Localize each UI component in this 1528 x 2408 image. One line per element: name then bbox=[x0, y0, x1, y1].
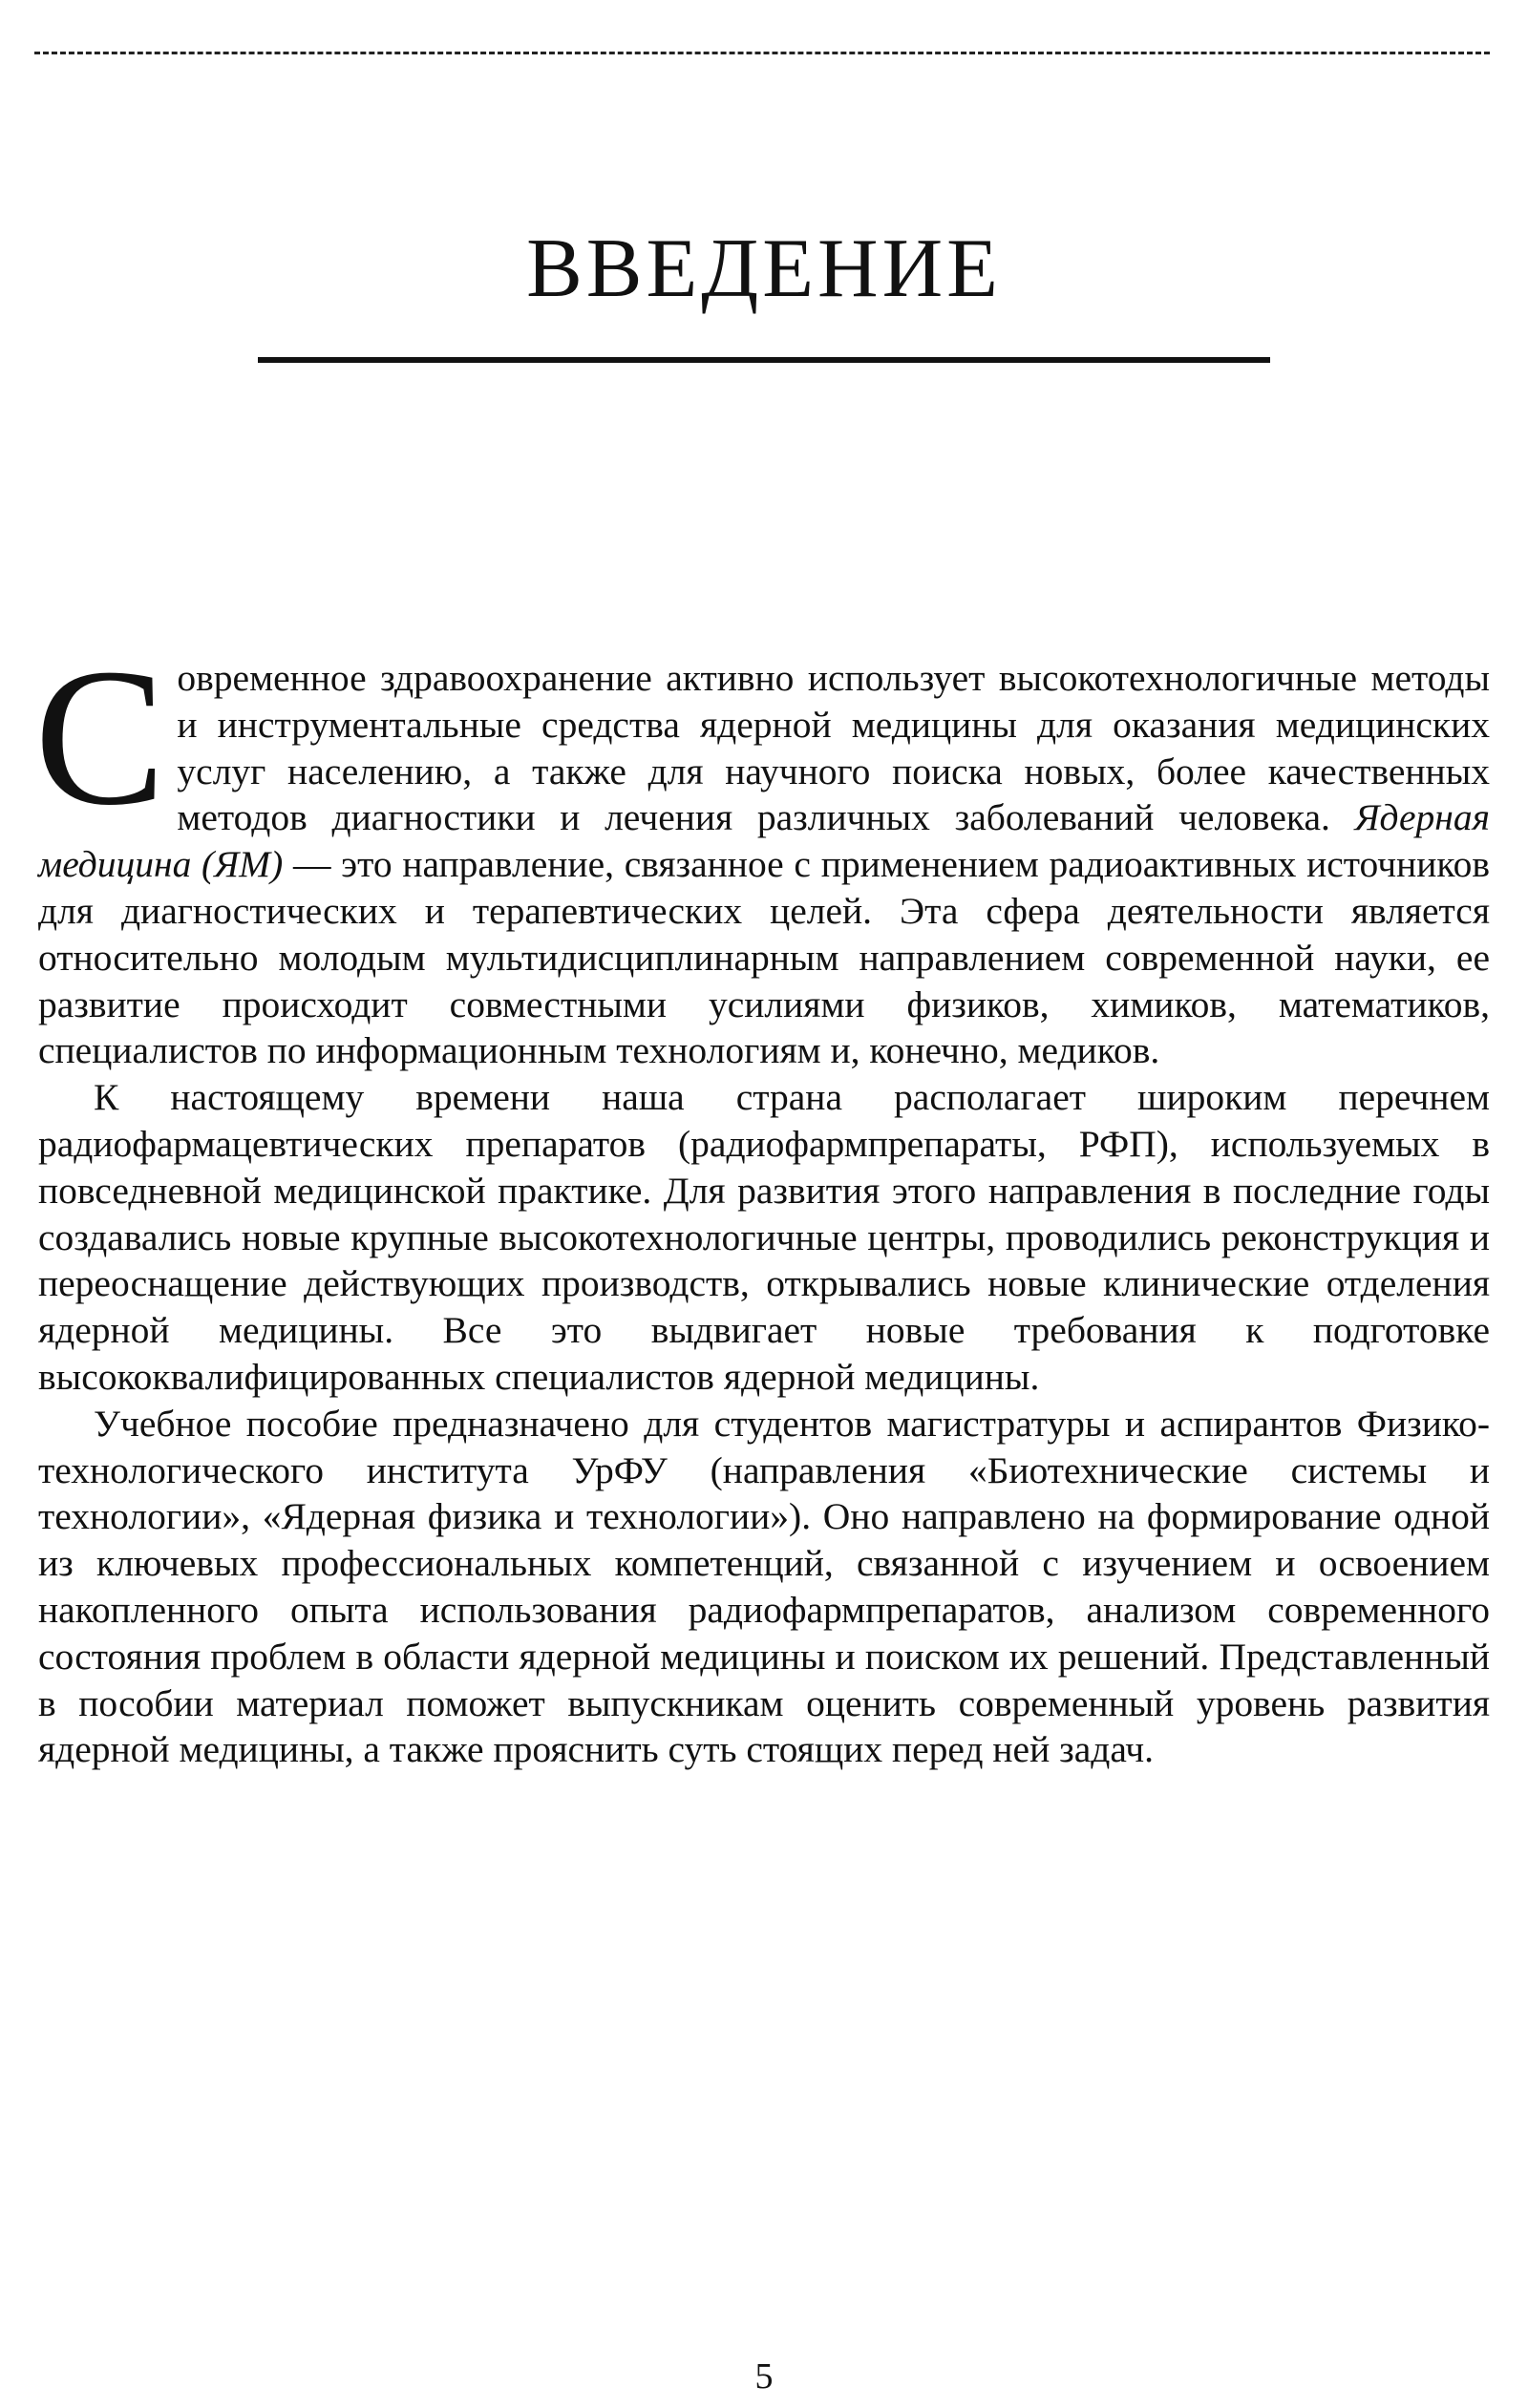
paragraph-2: К настоящему времени наша страна располагает широким перечнем радиофармацевтических препаратов (радиофармпрепараты, РФП), используемых в повседневной медицинской практике. Для развития этого направления в последние годы создавались новые крупные высокотехнологичные центры, проводились реконструкция и переоснащение действующих производств, открывались новые клинические отделения ядерной медицины. Все это выдвигает новые требования к подготовке высококвалифицированных специалистов ядерной медицины. bbox=[38, 1076, 1490, 1398]
drop-cap: С bbox=[34, 627, 166, 846]
paragraph-1-text-b: — это направление, связанное с применением радиоактивных источников для диагностических и терапевтических целей. Эта сфера деятельности является относительно молодым мультидисциплинарным направлением современной науки, ее развитие происходит совместными усилиями физиков, химиков, математиков, специалистов по информационным технологиям и, конечно, медиков. bbox=[38, 843, 1490, 1072]
top-dashed-rule bbox=[34, 52, 1490, 54]
paragraph-1 bbox=[34, 627, 1490, 1074]
title-underline bbox=[258, 357, 1270, 363]
term-nuclear-medicine: Ядерная медицина (ЯМ) bbox=[38, 796, 1490, 886]
page-number: 5 bbox=[754, 2356, 774, 2397]
body-text bbox=[34, 627, 1490, 1773]
paragraph-3: Учебное пособие предназначено для студентов магистратуры и аспирантов Физико-технологического института УрФУ (направления «Биотехнические системы и технологии», «Ядерная физика и технологии»). Оно направлено на формирование одной из ключевых профессиональных компетенций, связанной с изучением и освоением накопленного опыта использования радиофармпрепаратов, анализом современного состояния проблем в области ядерной медицины и поиском их решений. Представленный в пособии материал поможет выпускникам оценить современный уровень развития ядерной медицины, а также прояснить суть стоящих перед ней задач. bbox=[38, 1402, 1490, 1771]
page-title: ВВЕДЕНИЕ bbox=[526, 222, 1002, 315]
paragraph-1-text-a: овременное здравоохранение активно использует высокотехнологичные методы и инструментальные средства ядерной медицины для оказания медицинских услуг населению, а также для научного поиска новых, более качественных методов диагностики и лечения различных заболеваний человека. bbox=[177, 657, 1490, 839]
